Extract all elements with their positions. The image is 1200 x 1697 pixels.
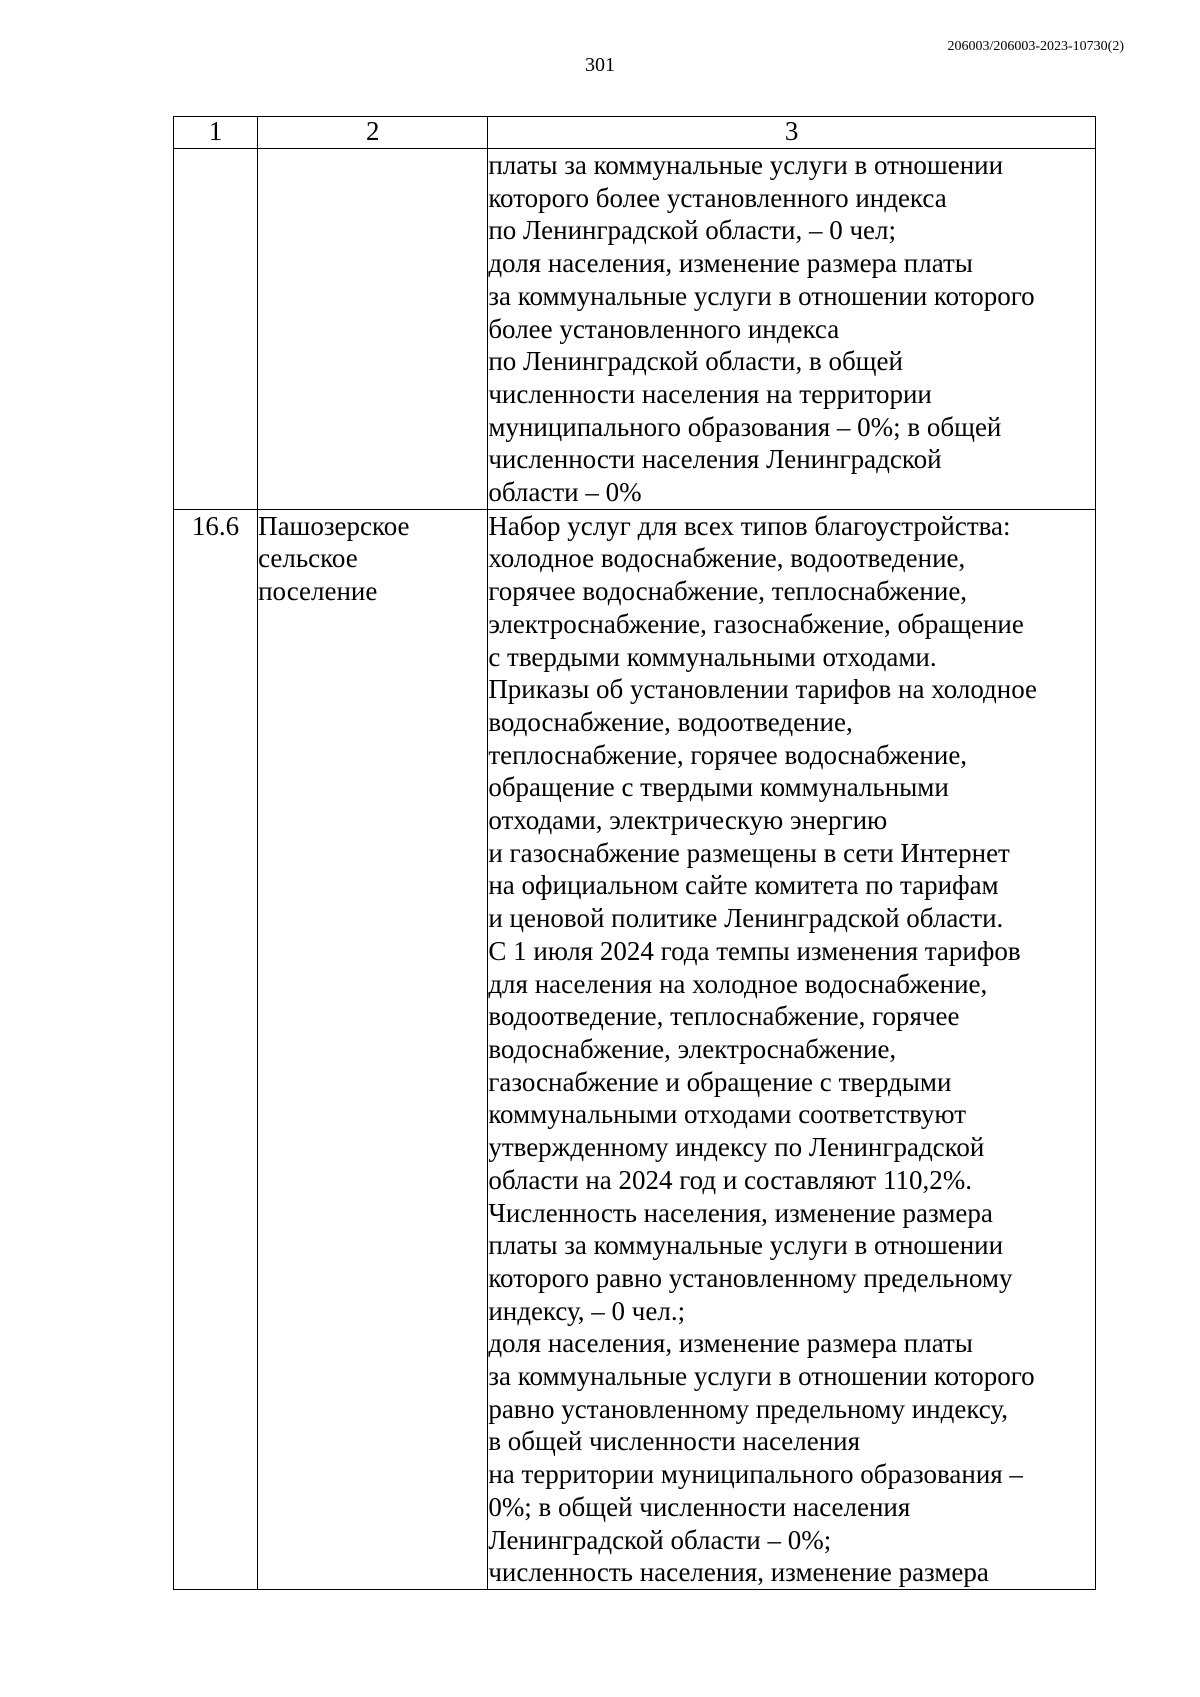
row-number-cell — [174, 149, 258, 510]
description-line: индексу, – 0 чел.; — [488, 1295, 686, 1326]
description-line: доля населения, изменение размера платы — [488, 248, 973, 279]
description-line: 0%; в общей численности населения — [488, 1491, 911, 1522]
description-cell — [488, 509, 1096, 1589]
settlement-name-line: сельское — [258, 543, 358, 574]
description-line: равно установленному предельному индексу, — [488, 1393, 1008, 1424]
description-line: водоснабжение, водоотведение, — [488, 706, 853, 737]
description-line: на официальном сайте комитета по тарифам — [488, 870, 999, 901]
description-line: численности населения на территории — [488, 378, 932, 409]
settlement-name-line: поселение — [258, 576, 378, 607]
description-line: С 1 июля 2024 года темпы изменения тарифов — [488, 935, 1021, 966]
description-line: горячее водоснабжение, теплоснабжение, — [488, 576, 968, 607]
description-line: Ленинградской области – 0%; — [488, 1524, 832, 1555]
description-line: более установленного индекса — [488, 313, 840, 344]
description-line: по Ленинградской области, – 0 чел; — [488, 215, 896, 246]
settlement-name-cell — [258, 149, 488, 510]
column-header-3: 3 — [488, 117, 1096, 149]
description-line: Численность населения, изменение размера — [488, 1197, 993, 1228]
description-line: доля населения, изменение размера платы — [488, 1328, 973, 1359]
description-line: водоотведение, теплоснабжение, горячее — [488, 1001, 960, 1032]
description-line: водоснабжение, электроснабжение, — [488, 1033, 897, 1064]
description-line: электроснабжение, газоснабжение, обращение — [488, 608, 1024, 639]
table-row — [174, 509, 1096, 1589]
description-line: за коммунальные услуги в отношении которого — [488, 280, 1035, 311]
description-line: которого равно установленному предельному — [488, 1262, 1013, 1293]
description-line: коммунальными отходами соответствуют — [488, 1099, 967, 1130]
description-line: теплоснабжение, горячее водоснабжение, — [488, 739, 968, 770]
column-header-2: 2 — [258, 117, 488, 149]
description-line: которого более установленного индекса — [488, 182, 947, 213]
description-line: обращение с твердыми коммунальными — [488, 772, 949, 803]
column-header-1: 1 — [174, 117, 258, 149]
description-line: по Ленинградской области, в общей — [488, 346, 903, 377]
description-line: муниципального образования – 0%; в общей — [488, 411, 1002, 442]
description-cell — [488, 149, 1096, 510]
description-line: области на 2024 год и составляют 110,2%. — [488, 1164, 972, 1195]
description-line: и ценовой политике Ленинградской области. — [488, 903, 1004, 934]
description-line: Набор услуг для всех типов благоустройства: — [488, 510, 1011, 541]
description-line: для населения на холодное водоснабжение, — [488, 968, 988, 999]
description-line: отходами, электрическую энергию — [488, 805, 888, 836]
description-line: Приказы об установлении тарифов на холодное — [488, 674, 1038, 705]
description-line: в общей численности населения — [488, 1426, 861, 1457]
description-line: на территории муниципального образования – — [488, 1459, 1023, 1490]
description-line: численности населения Ленинградской — [488, 444, 942, 475]
document-id: 206003/206003-2023-10730(2) — [947, 39, 1124, 54]
table-header-row — [174, 117, 1096, 149]
table-row — [174, 149, 1096, 510]
description-line: газоснабжение и обращение с твердыми — [488, 1066, 952, 1097]
description-line: платы за коммунальные услуги в отношении — [488, 1230, 1004, 1261]
description-line: области – 0% — [488, 477, 642, 508]
settlement-name-line: Пашозерское — [258, 510, 410, 541]
row-number-cell: 16.6 — [174, 509, 258, 1589]
description-line: утвержденному индексу по Ленинградской — [488, 1132, 985, 1163]
description-line: платы за коммунальные услуги в отношении — [488, 150, 1004, 180]
description-line: с твердыми коммунальными отходами. — [488, 641, 937, 672]
settlement-name-cell — [258, 509, 488, 1589]
page-number: 301 — [585, 54, 615, 76]
description-line: и газоснабжение размещены в сети Интернет — [488, 837, 1010, 868]
tariff-table — [173, 116, 1096, 1590]
description-line: холодное водоснабжение, водоотведение, — [488, 543, 966, 574]
description-line: численность населения, изменение размера — [488, 1557, 989, 1588]
description-line: за коммунальные услуги в отношении которого — [488, 1361, 1035, 1392]
